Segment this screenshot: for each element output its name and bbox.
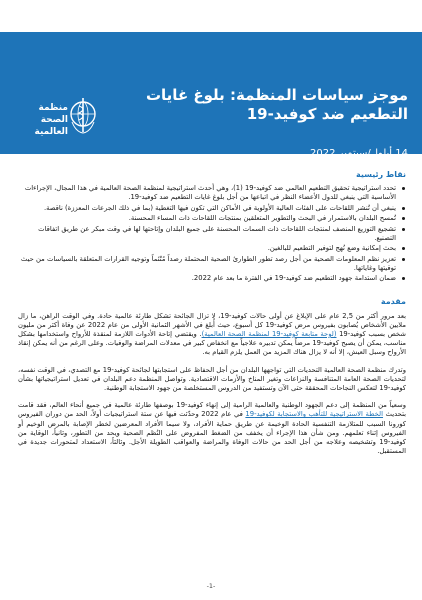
key-point-item: تشجيع التوزيع المنصف لمنتجات اللقاحات ذات السمات المحسنة على جميع البلدان وإتاحتها لها في وقت مبكر عن طريق اتفاقات التصنيع. xyxy=(18,225,396,243)
key-point-item: بحث إمكانية وضع نُهج لتوفير التطعيم للبالغين. xyxy=(18,244,396,253)
strategic-plan-link[interactable]: الخطة الاستراتيجية للتأهب والاستجابة لكوفيد-19 xyxy=(245,410,384,419)
document-body xyxy=(18,170,406,464)
intro-paragraph-1 xyxy=(18,312,406,358)
key-point-item: تعزيز نظم المعلومات الصحية من أجل رصد تطور الطوارئ الصحية المحتملة رصداً مُتّئماً وتوجيه القرارات المتعلقة بالسياسات من حيث توقيتها وغاياتها. xyxy=(18,255,396,273)
key-points-list xyxy=(18,184,406,283)
page-number: -1- xyxy=(206,582,216,590)
key-point-item: تحدد استراتيجية تحقيق التطعيم العالمي ضد كوفيد-19 (1)، وهي أحدث استراتيجية لمنظمة الصحة العالمية في هذا المجال، الإجراءات الأساسية التي ينبغي للدول الأعضاء النظر في اتباعها من أجل بلوغ غايات التطعيم ضد كوفيد-19. xyxy=(18,184,396,202)
who-logo xyxy=(8,96,98,140)
who-emblem-icon xyxy=(68,96,98,136)
header-banner xyxy=(0,32,422,159)
who-logo-text xyxy=(8,102,68,138)
key-point-item: ضمان استدامة جهود التطعيم ضد كوفيد-19 في الفترة ما بعد عام 2022. xyxy=(18,274,396,283)
intro-heading: مقدمة xyxy=(380,297,406,307)
intro-paragraph-3 xyxy=(18,401,406,456)
intro-paragraph-2: وتدرك منظمة الصحة العالمية التحديات التي تواجهها البلدان من أجل الحفاظ على استجابتها لجائحة كوفيد-19 مع التصدي، في الوقت نفسه، لتحديات الصحة العامة المتنافسة والنزاعات وتغير المناخ والأزمات الاقتصادية. وتواصل المنظمة دعم البلدان في تعديل استراتيجياتها بشأن كوفيد-19 لتعكس النجاحات المحققة حتى الآن وتستفيد من الدروس المستخلصة من جهود الاستجابة الوطنية. xyxy=(18,365,406,392)
who-logo-line2: الصحة العالمية xyxy=(34,115,68,137)
who-logo-line1: منظمة xyxy=(38,103,68,113)
intro-p1-text-b: . ويقتضي إتاحة الأدوات اللازمة لمنقذة للأرواح واستخدامها بشكل مناسب، يمكن أن يصبح كوفيد-19 مرضاً يمكن تدبيره علاجياً مع انخفاض كبير في معدلات المراضة والوفيات. وعلى الرغم من أنه يمكن إنقاذ الأرواح وسبل العيش، إلا أنه لا يزال هناك المزيد من العمل يلزم القيام به. xyxy=(18,329,407,357)
key-point-item: تُمسح البلدان بالاستمرار في البحث والتطوير المتعلقين بمنتجات اللقاحات ذات المساء المحسنة. xyxy=(18,214,396,223)
key-points-heading: نقاط رئيسية xyxy=(356,170,406,179)
key-point-item: ينبغي أن تُنشر اللقاحات على الفئات العالية الأولوية في الأماكن التي تكون فيها التغطية (بما في ذلك الجرعات المعززة) ناقصة. xyxy=(18,204,396,213)
intro-p3-text-a: وسعياً من المنظمة إلى دعم الجهود الوطنية والعالمية الرامية إلى إنهاء كوفيد-19 بوصفها طارئة عالمية في جميع أنحاء العالم، فقد قامت بتحديث xyxy=(18,401,407,419)
document-title: موجز سياسات المنظمة: بلوغ غايات التطعيم ضد كوفيد-19 xyxy=(145,86,408,123)
intro-p1-text-a: بعد مرور أكثر من 2,5 عام على الإبلاغ عن أولى حالات كوفيد-19، لا تزال الجائحة تشكل طارئة عالمية حادة. وفي الوقت الراهن، ما زال ملايين الأشخاص يُصابون بفيروس مرض كوفيد-19 كل أسبوع، حيث أُبلغ في الأشهر الثمانية الأولى من عام 2022 عن وفاة أكثر من مليون شخص بسبب كوفيد-19 xyxy=(18,311,407,338)
document-date: 14 أيلول/سبتمبر 2022 xyxy=(310,148,408,159)
intro-p3-text-b: في عام 2022 وحدّثت فيها عن ستة استراتيجيات أولاً، الحد من دوران الفيروس كورونا السبب للمتلازمة التنفسية الحادة الوخيمة عن طريق حماية الأفراد، ولا سيما الأفراد المعرضين لخطر الإصابة بالمرض الوخيم أو الفيروس إثناء تعلمهم. ومن شأن هذا الإجراء أن يخفف من الضغط المفروض على النُظم الصحية ويحد من التطور، وثانياً، الوقاية من كوفيد-19 وتشخيصه وعلاجه من أجل الحد من حالات الوفاة والمراضة والعواقب الطويلة الأجل. وثالثاً، الاستعداد لمتحورات جديدة في المستقبل. xyxy=(18,410,406,456)
dashboard-link[interactable]: (لوحة متابعة كوفيد-19 لمنظمة الصحة العالمية) xyxy=(201,329,337,338)
